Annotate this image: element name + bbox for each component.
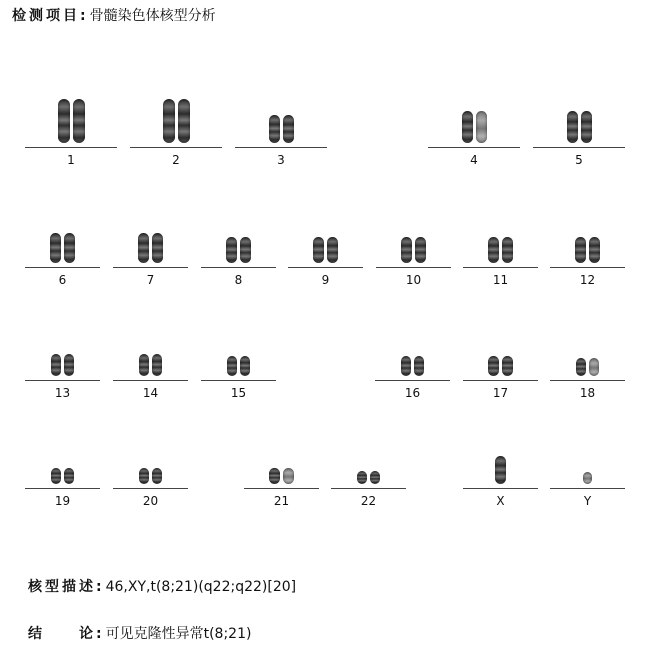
- chromosome-pair-2: [130, 98, 222, 167]
- karyotype-description: [28, 576, 296, 596]
- chromosome: [581, 111, 592, 143]
- chromosome-baseline: [550, 380, 625, 381]
- chromosome: [589, 358, 599, 376]
- conclusion-label-2: 论: [79, 626, 96, 642]
- conclusion: [28, 623, 251, 643]
- chromosome-pair-14: [113, 353, 188, 400]
- chromosome: [401, 356, 411, 376]
- chromosome-baseline: [463, 380, 538, 381]
- chromosome: [370, 471, 380, 484]
- chromosome: [401, 237, 412, 263]
- chromosome: [415, 237, 426, 263]
- chromosome-number: 3: [277, 153, 285, 167]
- chromosome: [269, 115, 280, 143]
- chromosome: [327, 237, 338, 263]
- chromosome-baseline: [375, 380, 450, 381]
- chromosome-pair-19: [25, 467, 100, 508]
- chromosome-number: 13: [54, 386, 71, 400]
- chromosome-number: 14: [142, 386, 159, 400]
- chromosome: [476, 111, 487, 143]
- chromosome: [240, 356, 250, 376]
- description-value: 46,XY,t(8;21)(q22;q22)[20]: [105, 579, 297, 595]
- chromosome: [226, 237, 237, 263]
- chromosome: [152, 354, 162, 376]
- chromosome: [58, 99, 70, 143]
- chromosome-pair-X: [463, 455, 538, 508]
- chromosome-pair-8: [201, 236, 276, 287]
- colon: :: [96, 626, 102, 642]
- chromosome-pair-15: [201, 355, 276, 400]
- chromosome: [583, 472, 592, 484]
- chromosome-baseline: [130, 147, 222, 148]
- chromosome: [64, 354, 74, 376]
- chromosome-baseline: [235, 147, 327, 148]
- chromosome-number: 16: [404, 386, 421, 400]
- chromosome: [64, 233, 75, 263]
- chromosome-pair-6: [25, 232, 100, 287]
- chromosome: [488, 356, 499, 376]
- chromosome-baseline: [428, 147, 520, 148]
- chromosome-baseline: [25, 147, 117, 148]
- chromosome-baseline: [113, 380, 188, 381]
- chromosome: [51, 468, 61, 484]
- chromosome-pair-10: [376, 236, 451, 287]
- test-item-label: 检测项目: [12, 8, 80, 24]
- chromosome: [313, 237, 324, 263]
- chromosome-baseline: [201, 267, 276, 268]
- chromosome: [495, 456, 506, 484]
- chromosome-baseline: [113, 267, 188, 268]
- chromosome-baseline: [331, 488, 406, 489]
- chromosome-number: 7: [146, 273, 155, 287]
- chromosome-number: 12: [579, 273, 596, 287]
- chromosome: [138, 233, 149, 263]
- chromosome: [163, 99, 175, 143]
- conclusion-label-1: 结: [28, 626, 45, 642]
- chromosome: [269, 468, 280, 484]
- chromosome: [240, 237, 251, 263]
- chromosome: [502, 356, 513, 376]
- chromosome-baseline: [113, 488, 188, 489]
- chromosome-pair-11: [463, 236, 538, 287]
- chromosome-pair-13: [25, 353, 100, 400]
- chromosome-number: 11: [492, 273, 509, 287]
- chromosome-pair-21: [244, 467, 319, 508]
- chromosome-baseline: [201, 380, 276, 381]
- chromosome-pair-7: [113, 232, 188, 287]
- chromosome-pair-1: [25, 98, 117, 167]
- chromosome: [50, 233, 61, 263]
- chromosome-number: 9: [321, 273, 330, 287]
- chromosome: [414, 356, 424, 376]
- chromosome-number: 1: [67, 153, 75, 167]
- chromosome-pair-18: [550, 357, 625, 400]
- chromosome-pair-3: [235, 114, 327, 167]
- chromosome-pair-16: [375, 355, 450, 400]
- colon: :: [80, 8, 86, 24]
- chromosome-pair-9: [288, 236, 363, 287]
- chromosome-number: X: [496, 494, 505, 508]
- chromosome-pair-Y: [550, 471, 625, 508]
- test-item-value: 骨髓染色体核型分析: [89, 8, 216, 24]
- chromosome-number: 21: [273, 494, 290, 508]
- chromosome: [51, 354, 61, 376]
- chromosome-number: Y: [583, 494, 592, 508]
- chromosome: [502, 237, 513, 263]
- chromosome: [139, 468, 149, 484]
- chromosome-pair-17: [463, 355, 538, 400]
- chromosome-number: 19: [54, 494, 71, 508]
- chromosome-number: 15: [230, 386, 247, 400]
- chromosome: [283, 115, 294, 143]
- chromosome-baseline: [550, 488, 625, 489]
- chromosome: [152, 233, 163, 263]
- chromosome: [576, 358, 586, 376]
- chromosome: [462, 111, 473, 143]
- chromosome: [152, 468, 162, 484]
- chromosome-number: 18: [579, 386, 596, 400]
- chromosome-baseline: [550, 267, 625, 268]
- chromosome: [357, 471, 367, 484]
- chromosome-number: 10: [405, 273, 422, 287]
- chromosome: [227, 356, 237, 376]
- chromosome-number: 20: [142, 494, 159, 508]
- chromosome: [575, 237, 586, 263]
- chromosome-number: 2: [172, 153, 180, 167]
- chromosome: [139, 354, 149, 376]
- chromosome-baseline: [25, 380, 100, 381]
- chromosome-pair-20: [113, 467, 188, 508]
- chromosome-baseline: [463, 267, 538, 268]
- colon: :: [96, 579, 102, 595]
- chromosome-baseline: [533, 147, 625, 148]
- chromosome-baseline: [376, 267, 451, 268]
- chromosome-number: 4: [470, 153, 478, 167]
- chromosome-number: 22: [360, 494, 377, 508]
- chromosome: [64, 468, 74, 484]
- description-label: 核型描述: [28, 579, 96, 595]
- chromosome-baseline: [25, 488, 100, 489]
- chromosome: [178, 99, 190, 143]
- chromosome-number: 6: [58, 273, 67, 287]
- chromosome: [283, 468, 294, 484]
- chromosome-pair-5: [533, 110, 625, 167]
- chromosome-pair-12: [550, 236, 625, 287]
- chromosome-baseline: [288, 267, 363, 268]
- chromosome-baseline: [25, 267, 100, 268]
- chromosome-pair-22: [331, 470, 406, 508]
- chromosome-number: 17: [492, 386, 509, 400]
- chromosome: [488, 237, 499, 263]
- chromosome-number: 5: [575, 153, 583, 167]
- chromosome-pair-4: [428, 110, 520, 167]
- chromosome-number: 8: [234, 273, 243, 287]
- conclusion-value: 可见克隆性异常t(8;21): [105, 626, 252, 642]
- chromosome-baseline: [463, 488, 538, 489]
- chromosome: [73, 99, 85, 143]
- chromosome-baseline: [244, 488, 319, 489]
- chromosome: [589, 237, 600, 263]
- chromosome: [567, 111, 578, 143]
